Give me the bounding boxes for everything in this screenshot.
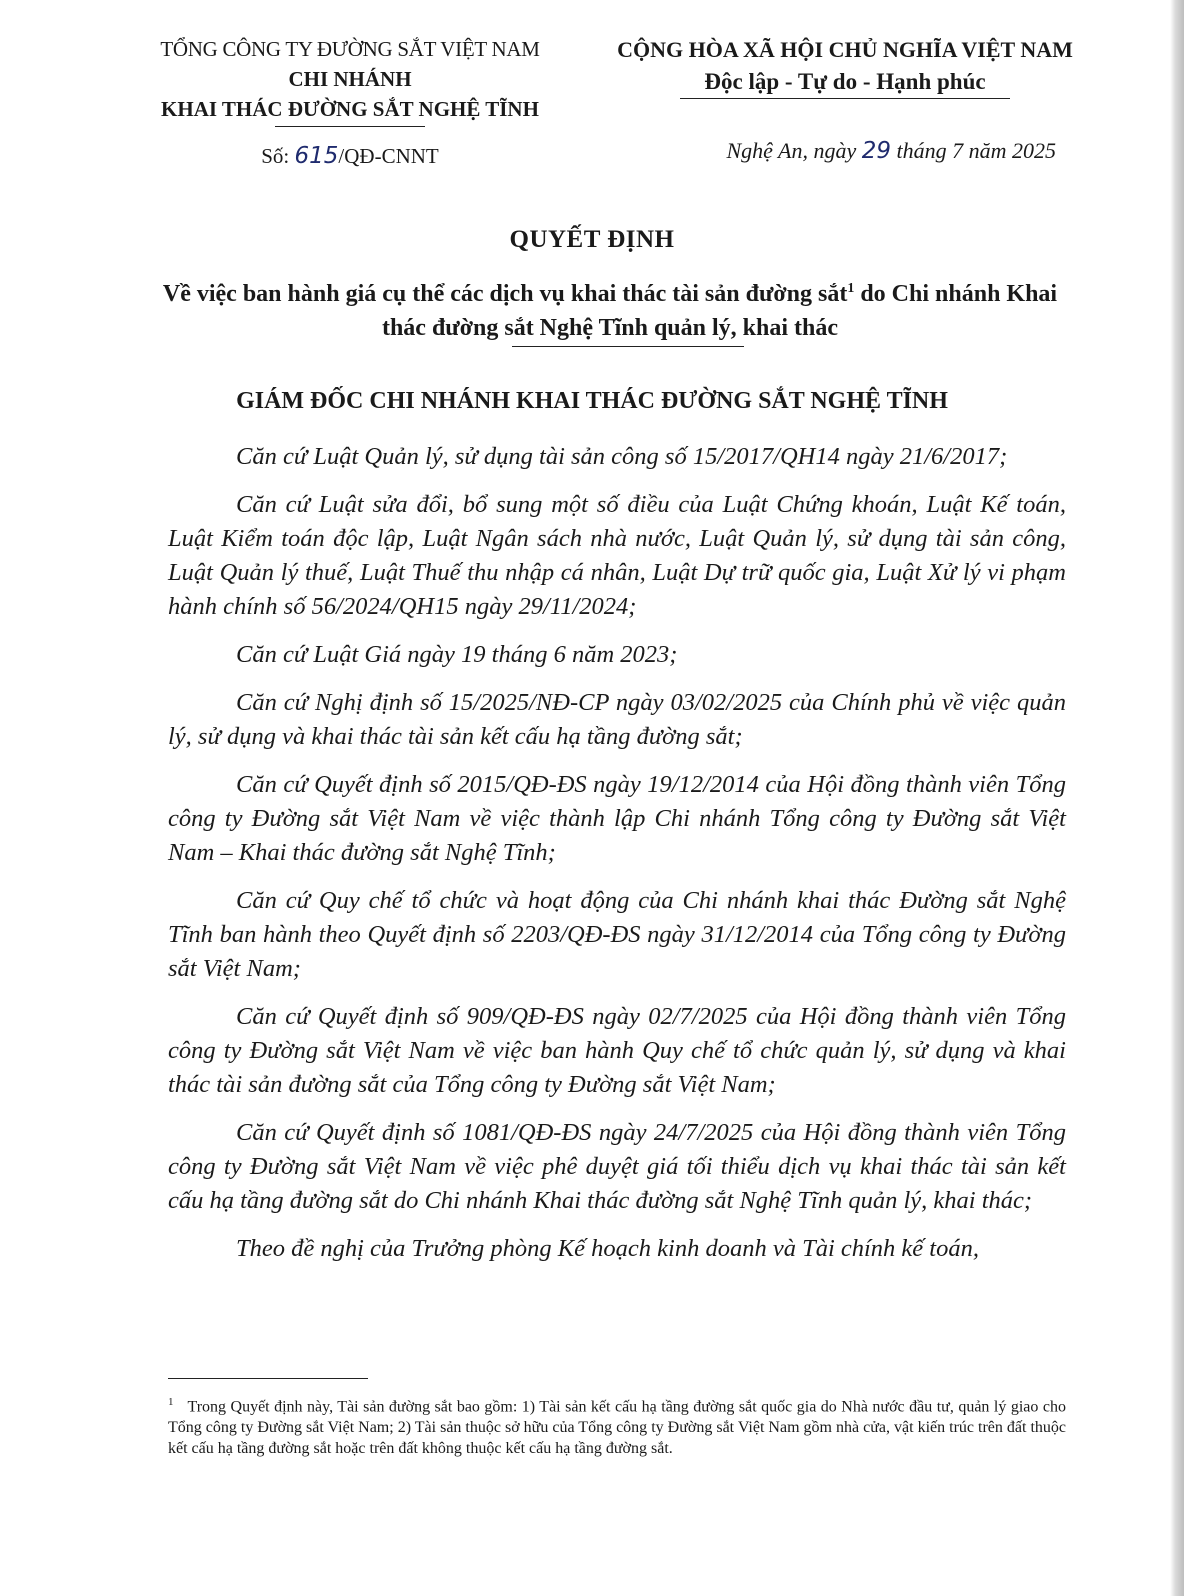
legal-basis-paragraph: Căn cứ Quyết định số 1081/QĐ-ĐS ngày 24/7/2025 của Hội đồng thành viên Tổng công ty Đường sắt Việt Nam về việc phê duyệt giá tối thiểu dịch vụ khai thác tài sản kết cấu hạ tầng đường sắt do Chi nhánh Khai thác đường sắt Nghệ Tĩnh quản lý, khai thác; [168,1119,1066,1214]
national-header-block [595,34,1095,99]
date-prefix: Nghệ An, ngày [726,138,857,163]
footnote [168,1392,1066,1459]
motto-underline [680,98,1010,99]
doc-number-prefix: Số: [261,144,290,168]
branch-name-line1: CHI NHÁNH [288,67,412,91]
legal-basis-paragraph: Căn cứ Quy chế tổ chức và hoạt động của Chi nhánh khai thác Đường sắt Nghệ Tĩnh ban hành theo Quyết định số 2203/QĐ-ĐS ngày 31/12/2014 của Tổng công ty Đường sắt Việt Nam; [168,887,1066,982]
proposal-paragraph: Theo đề nghị của Trưởng phòng Kế hoạch kinh doanh và Tài chính kế toán, [236,1235,979,1262]
doc-number-suffix: /QĐ-CNNT [338,144,439,168]
subject-footnote-ref: 1 [847,281,855,296]
place-and-date [726,138,1056,164]
legal-basis-section [168,440,1066,1280]
legal-basis-paragraph: Căn cứ Luật Giá ngày 19 tháng 6 năm 2023; [236,641,678,668]
subject-underline [512,346,744,347]
doc-number-handwritten: 615 [294,143,339,169]
issuing-authority: GIÁM ĐỐC CHI NHÁNH KHAI THÁC ĐƯỜNG SẮT NGHỆ TĨNH [236,388,948,414]
document-title: QUYẾT ĐỊNH [509,226,675,253]
legal-basis-paragraph: Căn cứ Quyết định số 909/QĐ-ĐS ngày 02/7/2025 của Hội đồng thành viên Tổng công ty Đường sắt Việt Nam về việc ban hành Quy chế tổ chức quản lý, sử dụng và khai thác tài sản đường sắt của Tổng công ty Đường sắt Việt Nam; [168,1003,1066,1098]
date-day-handwritten: 29 [861,138,891,164]
legal-basis-paragraph: Căn cứ Luật sửa đổi, bổ sung một số điều của Luật Chứng khoán, Luật Kế toán, Luật Kiểm toán độc lập, Luật Ngân sách nhà nước, Luật Quản lý, sử dụng tài sản công, Luật Quản lý thuế, Luật Thuế thu nhập cá nhân, Luật Dự trữ quốc gia, Luật Xử lý vi phạm hành chính số 56/2024/QH15 ngày 29/11/2024; [168,491,1066,620]
header-left-underline [275,126,425,127]
footnote-text: Trong Quyết định này, Tài sản đường sắt bao gồm: 1) Tài sản kết cấu hạ tầng đường sắt quốc gia do Nhà nước đầu tư, quản lý giao cho Tổng công ty Đường sắt Việt Nam; 2) Tài sản thuộc sở hữu của Tổng công ty Đường sắt Việt Nam gồm nhà cửa, vật kiến trúc trên đất thuộc kết cấu hạ tầng đường sắt hoặc trên đất không thuộc kết cấu hạ tầng đường sắt. [168,1398,1066,1458]
parent-organization: TỔNG CÔNG TY ĐƯỜNG SẮT VIỆT NAM [160,37,540,61]
legal-basis-paragraph: Căn cứ Luật Quản lý, sử dụng tài sản công số 15/2017/QH14 ngày 21/6/2017; [236,443,1008,470]
footnote-separator [168,1378,368,1379]
issuing-organization-block [135,34,565,171]
scan-edge-shadow [1170,0,1184,1596]
national-motto: Độc lập - Tự do - Hạnh phúc [704,69,986,94]
document-number [135,141,565,171]
date-suffix: tháng 7 năm 2025 [896,138,1056,163]
footnote-marker: 1 [168,1396,174,1408]
branch-name-line2: KHAI THÁC ĐƯỜNG SẮT NGHỆ TĨNH [161,97,539,121]
legal-basis-paragraph: Căn cứ Nghị định số 15/2025/NĐ-CP ngày 03/02/2025 của Chính phủ về việc quản lý, sử dụng và khai thác tài sản kết cấu hạ tầng đường sắt; [168,689,1066,750]
subject-part1: Về việc ban hành giá cụ thể các dịch vụ khai thác tài sản đường sắt [162,281,848,307]
nation-name: CỘNG HÒA XÃ HỘI CHỦ NGHĨA VIỆT NAM [617,37,1073,62]
subject-part2: do Chi nhánh Khai thác đường sắt Nghệ Tĩnh quản lý, khai thác [381,281,1058,341]
document-subject [160,272,1060,345]
legal-basis-paragraph: Căn cứ Quyết định số 2015/QĐ-ĐS ngày 19/12/2014 của Hội đồng thành viên Tổng công ty Đường sắt Việt Nam về việc thành lập Chi nhánh Tổng công ty Đường sắt Việt Nam – Khai thác đường sắt Nghệ Tĩnh; [168,771,1066,866]
